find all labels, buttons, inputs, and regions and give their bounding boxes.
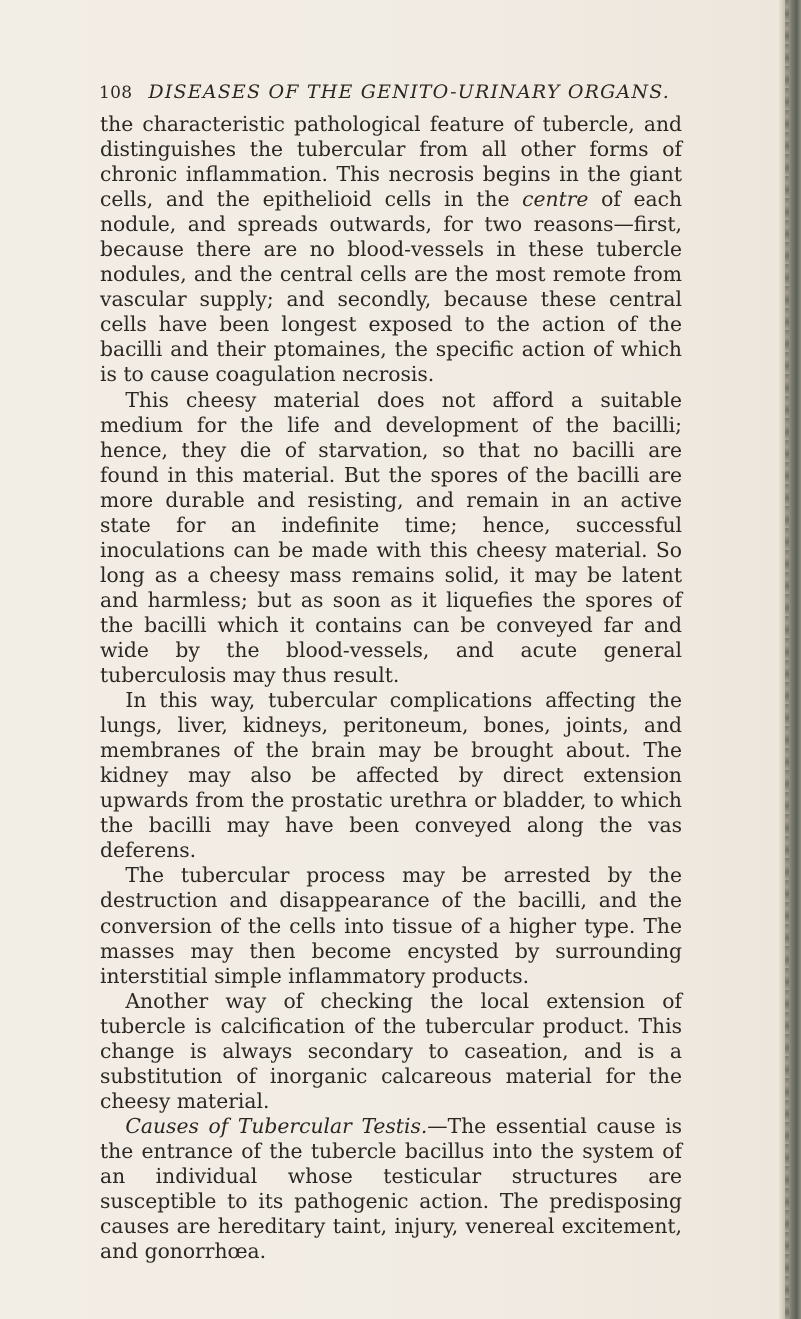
paragraph-complications: In this way, tubercular complications affecting the lungs, liver, kidneys, peritoneum, bones, joints, and membranes of the brain may be brought about. The kidney may also be affected by direct extension upwards from the prostatic urethra or bladder, to which the bacilli may have been conveyed along the vas deferens. [100, 688, 682, 863]
page-number: 108 [99, 83, 133, 103]
running-head [99, 76, 699, 106]
running-head-title: DISEASES OF THE GENITO-URINARY ORGANS. [148, 81, 670, 103]
body-text [100, 112, 682, 1264]
book-spine-edge [779, 0, 801, 1319]
paragraph-arrest: The tubercular process may be arrested by the destruction and disappearance of the bacilli, and the conversion of the cells into tissue of a higher type. The masses may then become encysted by surrounding interstitial simple inflammatory products. [100, 863, 682, 988]
paragraph-cheesy-material: This cheesy material does not afford a suitable medium for the life and development of the bacilli; hence, they die of starvation, so that no bacilli are found in this material. But the spores of the bacilli are more durable and resisting, and remain in an active state for an indefinite time; hence, successful inoculations can be made with this cheesy material. So long as a cheesy mass remains solid, it may be latent and harmless; but as soon as it liquefies the spores of the bacilli which it contains can be conveyed far and wide by the blood-vessels, and acute general tuberculosis may thus result. [100, 387, 682, 688]
emphasis-centre: centre [522, 187, 589, 212]
paragraph-calcification: Another way of checking the local extension of tubercle is calcification of the tubercular product. This change is always secondary to caseation, and is a substitution of inorganic calcareous material for the cheesy material. [100, 988, 682, 1113]
section-heading-causes: Causes of Tubercular Testis. [125, 1113, 428, 1138]
paragraph-necrosis: the characteristic pathological feature of tubercle, and distinguishes the tubercular from all other forms of chronic inflammation. This necrosis begins in the giant cells, and the epithelioid cells in the centre of each nodule, and spreads outwards, for two reasons—first, because there are no blood-vessels in these tubercle nodules, and the central cells are the most remote from vascular supply; and secondly, because these central cells have been longest exposed to the action of the bacilli and their ptomaines, the specific action of which is to cause coagulation necrosis. [100, 112, 683, 387]
paragraph-causes: Causes of Tubercular Testis.—The essential cause is the entrance of the tubercle bacillus into the system of an individual whose testicular structures are susceptible to its pathogenic action. The predisposing causes are hereditary taint, injury, venereal excitement, and gonorrhœa. [100, 1113, 682, 1264]
